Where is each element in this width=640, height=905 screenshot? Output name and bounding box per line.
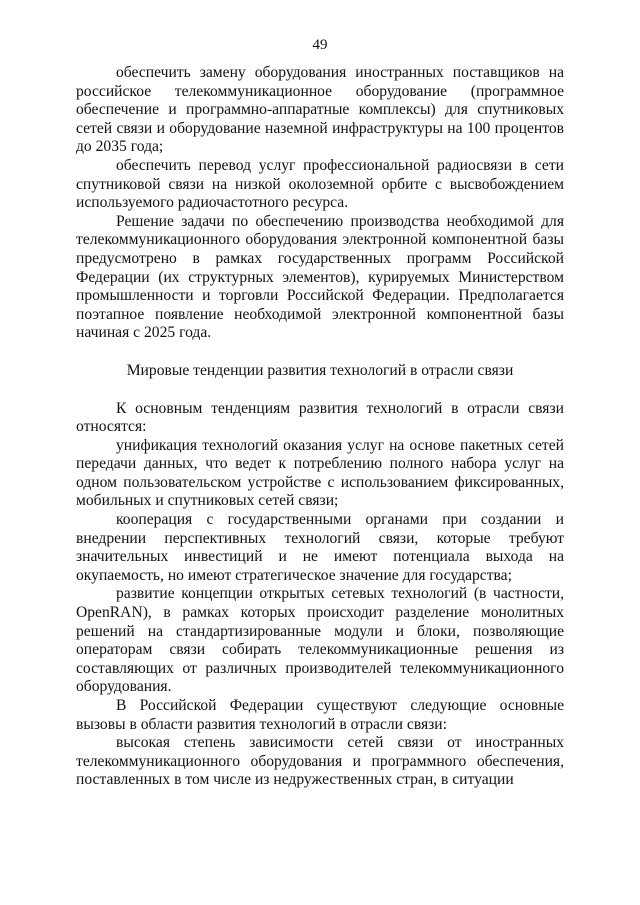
paragraph-cooperation: кооперация с государственными органами при создании и внедрении перспективных технологий связи, которые требуют значительных инвестиций и не имеют потенциала выхода на окупаемость, но имеют стратегическое значение для государства; <box>76 511 564 584</box>
paragraph-unification: унификация технологий оказания услуг на основе пакетных сетей передачи данных, что ведет к потреблению полного набора услуг на одном пользовательском устройстве с использованием фиксированных, мобильных и спутниковых сетей связи; <box>76 436 564 510</box>
paragraph-dependence: высокая степень зависимости сетей связи от иностранных телекоммуникационного оборудования и программного обеспечения, поставленных в том числе из недружественных стран, в ситуации <box>76 734 564 789</box>
paragraph-electronic-components: Решение задачи по обеспечению производства необходимой для телекоммуникационного оборудования электронной компонентной базы предусмотрено в рамках государственных программ Российской Федерации (их структурных элементов), курируемых Министерством промышленности и торговли Российской Федерации. Предполагается поэтапное появление необходимой электронной компонентной базы начиная с 2025 года. <box>76 212 564 342</box>
paragraph-radio-transfer: обеспечить перевод услуг профессиональной радиосвязи в сети спутниковой связи на низкой околоземной орбите с высвобождением используемого радиочастотного ресурса. <box>76 156 564 212</box>
paragraph-challenges-intro: В Российской Федерации существуют следующие основные вызовы в области развития технологий в отрасли связи: <box>76 697 564 733</box>
paragraph-trends-intro: К основным тенденциям развития технологий в отрасли связи относятся: <box>76 399 564 436</box>
document-body <box>76 64 564 790</box>
section-heading: Мировые тенденции развития технологий в отрасли связи <box>126 361 514 379</box>
page-number: 49 <box>312 37 328 53</box>
paragraph-openran: развитие концепции открытых сетевых технологий (в частности, OpenRAN), в рамках которых происходит разделение монолитных решений на стандартизированные модули и блоки, позволяющие операторам связи собирать телекоммуникационные решения из составляющих от различных производителей телекоммуникационного оборудования. <box>76 585 564 696</box>
paragraph-equipment-replacement: обеспечить замену оборудования иностранных поставщиков на российское телекоммуникационное оборудование (программное обеспечение и программно-аппаратные комплексы) для спутниковых сетей связи и оборудование наземной инфраструктуры на 100 процентов до 2035 года; <box>76 64 564 156</box>
